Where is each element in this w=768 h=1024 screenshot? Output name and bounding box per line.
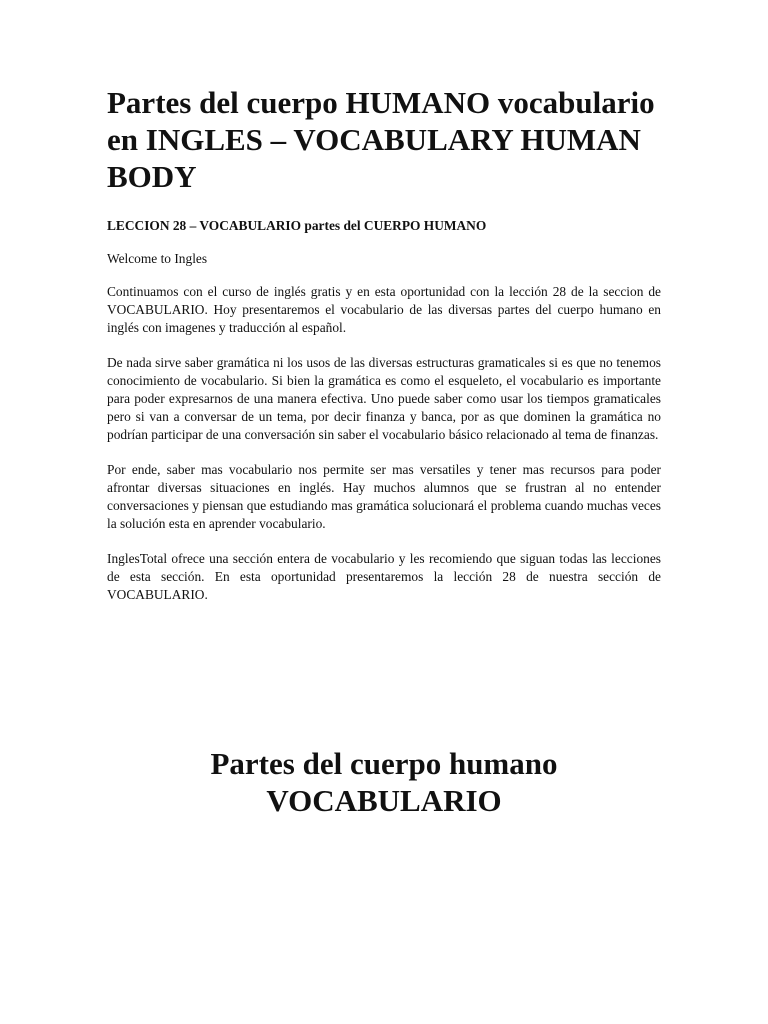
paragraph-versatility: Por ende, saber mas vocabulario nos permite ser mas versatiles y tener mas recursos para poder afrontar diversas situaciones en inglés. Hay muchos alumnos que se frustran al no entender conversaciones y piensan que estudiando mas gramática solucionará el problema cuando muchas veces la solución esta en aprender vocabulario.	[107, 462, 661, 531]
greeting-text: Welcome to Ingles	[107, 251, 208, 266]
section-heading-line1: Partes del cuerpo humano	[210, 746, 558, 781]
page-title: Partes del cuerpo HUMANO vocabulario en INGLES – VOCABULARY HUMAN BODY	[107, 85, 655, 194]
section-heading	[107, 745, 661, 819]
paragraph-intro: Continuamos con el curso de inglés gratis y en esta oportunidad con la lección 28 de la seccion de VOCABULARIO. Hoy presentaremos el vocabulario de las diversas partes del cuerpo humano en inglés con imagenes y traducción al español.	[107, 284, 661, 335]
lesson-subtitle: LECCION 28 – VOCABULARIO partes del CUERPO HUMANO	[107, 218, 487, 233]
document-body	[107, 84, 661, 621]
section-heading-line2: VOCABULARIO	[266, 783, 502, 818]
paragraph-recommendation: InglesTotal ofrece una sección entera de vocabulario y les recomiendo que siguan todas las lecciones de esta sección. En esta oportunidad presentaremos la lección 28 de nuestra sección de VOCABULARIO.	[107, 551, 661, 602]
paragraph-grammar: De nada sirve saber gramática ni los usos de las diversas estructuras gramaticales si es que no tenemos conocimiento de vocabulario. Si bien la gramática es como el esqueleto, el vocabulario es importante para poder expresarnos de una manera efectiva. Uno puede saber como usar los tiempos gramaticales pero si van a conversar de un tema, por decir finanza y banca, por as que dominen la gramática no podrían participar de una conversación sin saber el vocabulario básico relacionado al tema de finanzas.	[107, 355, 661, 442]
